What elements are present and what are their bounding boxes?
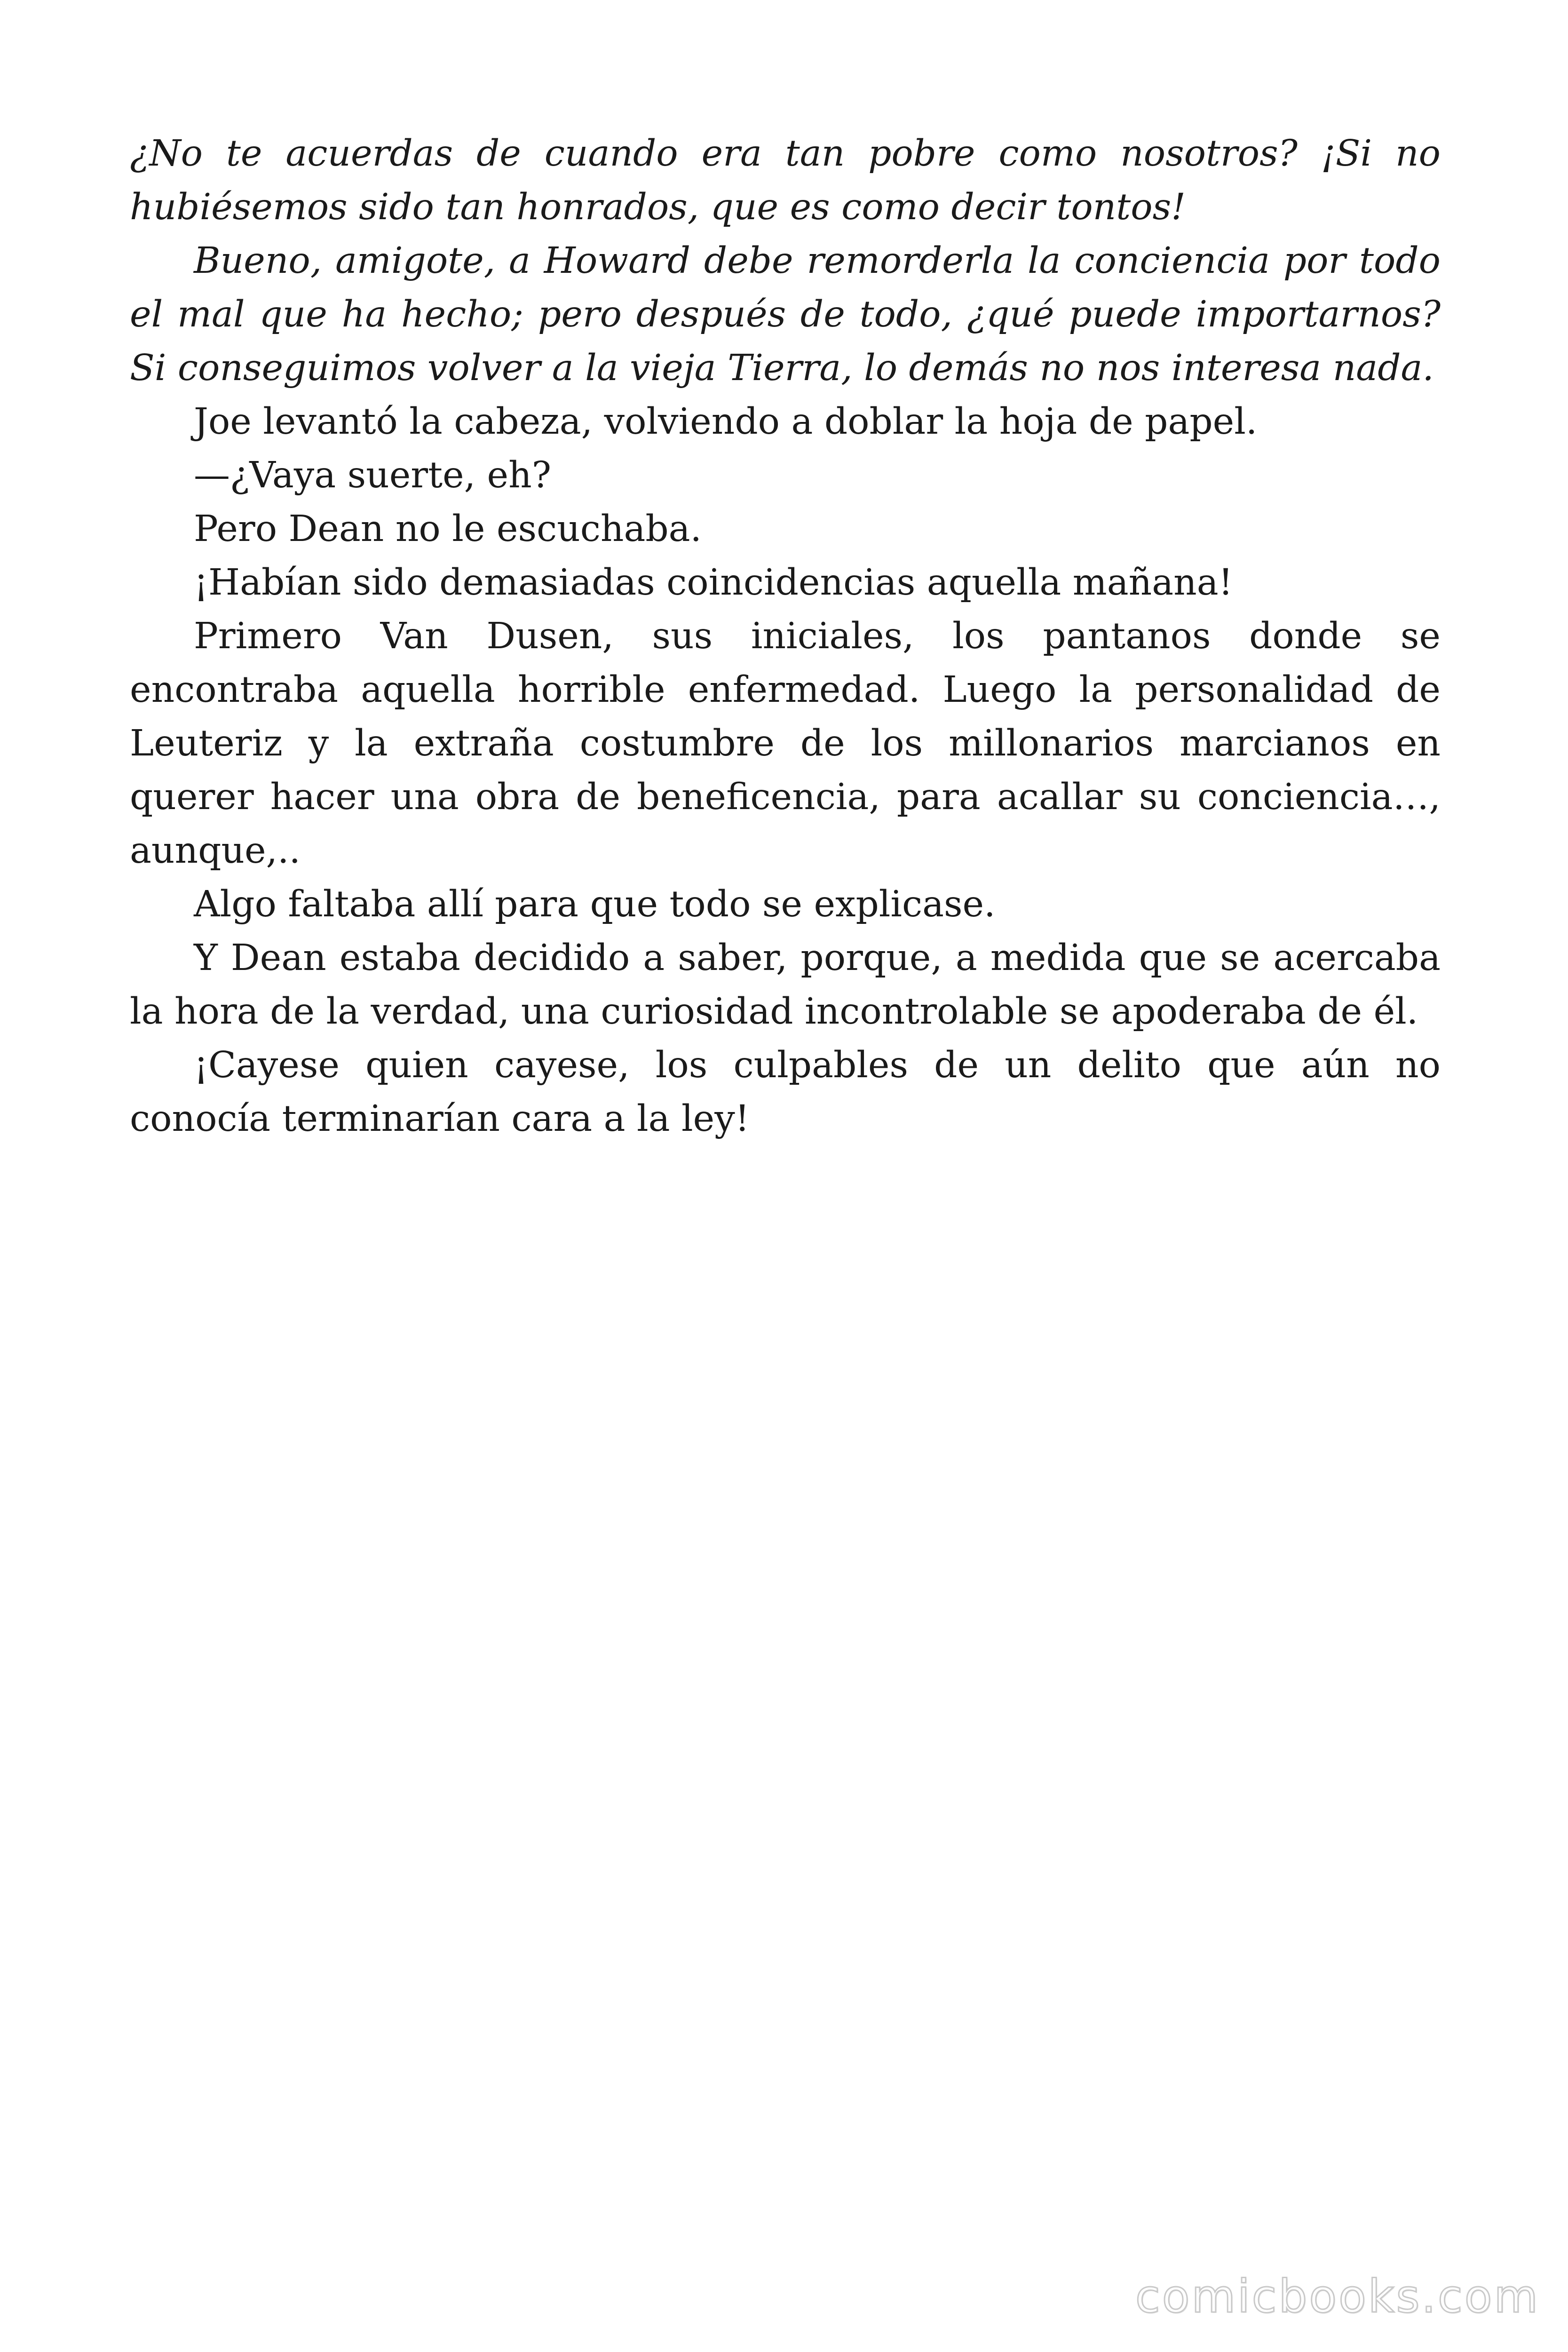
paragraph-letter-continuation: ¿No te acuerdas de cuando era tan pobre como nosotros? ¡Si no hubiésemos sido tan honrados, que es como decir tontos! [130, 133, 1441, 228]
paragraph: ¡Cayese quien cayese, los culpables de un delito que aún no conocía terminarían cara a la ley! [130, 1044, 1441, 1140]
paragraph: Y Dean estaba decidido a saber, porque, a medida que se acercaba la hora de la verdad, una curiosidad incontrolable se apoderaba de él. [130, 937, 1441, 1033]
paragraph: Pero Dean no le escuchaba. [194, 508, 702, 550]
paragraph: Algo faltaba allí para que todo se explicase. [194, 883, 996, 925]
paragraph-dialogue: —¿Vaya suerte, eh? [194, 454, 551, 496]
page-body-text [130, 127, 1441, 1146]
watermark-logo: comicbooks.com [1135, 2270, 1540, 2323]
paragraph: Joe levantó la cabeza, volviendo a doblar la hoja de papel. [194, 401, 1258, 443]
paragraph-letter-closing: Bueno, amigote, a Howard debe remorderla la conciencia por todo el mal que ha hecho; pero después de todo, ¿qué puede importarnos? Si conseguimos volver a la vieja Tierra, lo demás no nos interesa nada. [130, 240, 1441, 389]
paragraph: ¡Habían sido demasiadas coincidencias aquella mañana! [194, 562, 1233, 604]
paragraph: Primero Van Dusen, sus iniciales, los pantanos donde se encontraba aquella horrible enfermedad. Luego la personalidad de Leuteriz y la extraña costumbre de los millonarios marcianos en querer hacer una obra de beneficencia, para acallar su conciencia…, aunque,.. [130, 615, 1441, 872]
